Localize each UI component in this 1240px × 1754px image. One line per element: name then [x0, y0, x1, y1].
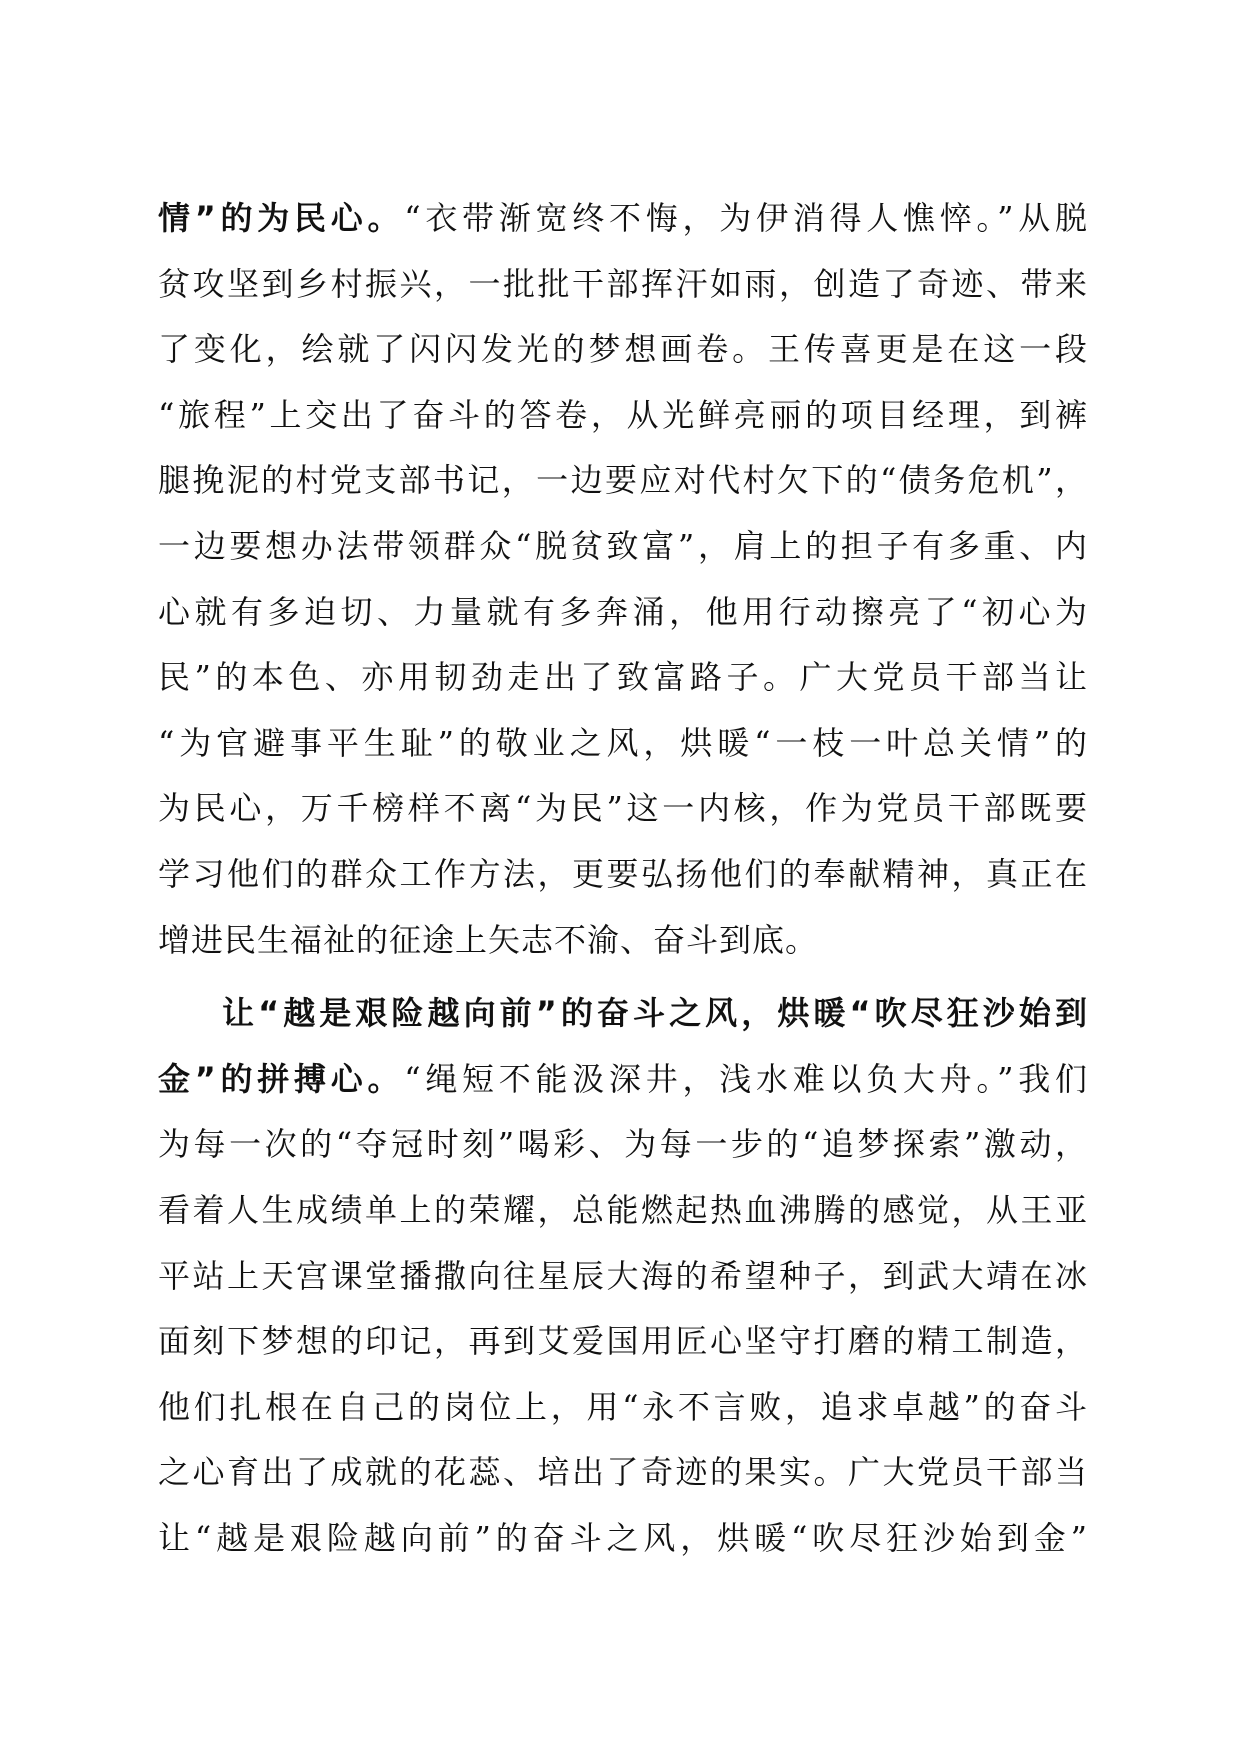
- paragraph-2-heading: 让“越是艰险越向前”的奋斗之风，烘暖“吹尽狂沙始到: [222, 994, 1088, 1033]
- paragraph-1-line-4: “旅程”上交出了奋斗的答卷，从光鲜亮丽的项目经理，到裤: [158, 395, 1088, 434]
- paragraph-2-line-5: 平站上天宫课堂播撒向往星辰大海的希望种子，到武大靖在冰: [158, 1256, 1088, 1295]
- paragraph-2-line-6: 面刻下梦想的印记，再到艾爱国用匠心坚守打磨的精工制造，: [158, 1322, 1088, 1361]
- paragraph-1-line-3: 了变化，绘就了闪闪发光的梦想画卷。王传喜更是在这一段: [158, 330, 1088, 369]
- paragraph-2-line-2: [158, 1047, 1088, 1113]
- paragraph-1-line-7: 心就有多迫切、力量就有多奔涌，他用行动擦亮了“初心为: [158, 592, 1088, 631]
- paragraph-2-line-2-text: “绳短不能汲深井，浅水难以负大舟。”我们: [404, 1059, 1088, 1098]
- paragraph-1-line-6: 一边要想办法带领群众“脱贫致富”，肩上的担子有多重、内: [158, 526, 1088, 565]
- paragraph-1-line-11: 学习他们的群众工作方法，更要弘扬他们的奉献精神，真正在: [158, 854, 1088, 893]
- document-body: [158, 186, 1088, 1571]
- paragraph-2-heading-end: 金”的拼搏心。: [158, 1059, 405, 1098]
- paragraph-1-line-12: 增进民生福祉的征途上矢志不渝、奋斗到底。: [158, 920, 819, 959]
- paragraph-2-line-7: 他们扎根在自己的岗位上，用“永不言败，追求卓越”的奋斗: [158, 1387, 1088, 1426]
- paragraph-1-line-2: 贫攻坚到乡村振兴，一批批干部挥汗如雨，创造了奇迹、带来: [158, 264, 1088, 303]
- paragraph-2-line-8: 之心育出了成就的花蕊、培出了奇迹的果实。广大党员干部当: [158, 1453, 1088, 1492]
- paragraph-1-line-1: [158, 186, 1088, 252]
- paragraph-2-line-9: 让“越是艰险越向前”的奋斗之风，烘暖“吹尽狂沙始到金”: [158, 1518, 1088, 1557]
- paragraph-2-line-3: 为每一次的“夺冠时刻”喝彩、为每一步的“追梦探索”激动，: [158, 1125, 1088, 1164]
- paragraph-spacing: [158, 973, 1088, 981]
- paragraph-2-line-4: 看着人生成绩单上的荣耀，总能燃起热血沸腾的感觉，从王亚: [158, 1190, 1088, 1229]
- paragraph-1-line-10: 为民心，万千榜样不离“为民”这一内核，作为党员干部既要: [158, 789, 1088, 828]
- paragraph-1-line-1-text: “衣带渐宽终不悔，为伊消得人憔悴。”从脱: [404, 199, 1088, 237]
- paragraph-1-line-9: “为官避事平生耻”的敬业之风，烘暖“一枝一叶总关情”的: [158, 723, 1088, 762]
- paragraph-1-line-5: 腿挽泥的村党支部书记，一边要应对代村欠下的“债务危机”，: [158, 461, 1088, 500]
- paragraph-1-heading-end: 情”的为民心。: [158, 199, 405, 237]
- paragraph-1-line-8: 民”的本色、亦用韧劲走出了致富路子。广大党员干部当让: [158, 658, 1088, 697]
